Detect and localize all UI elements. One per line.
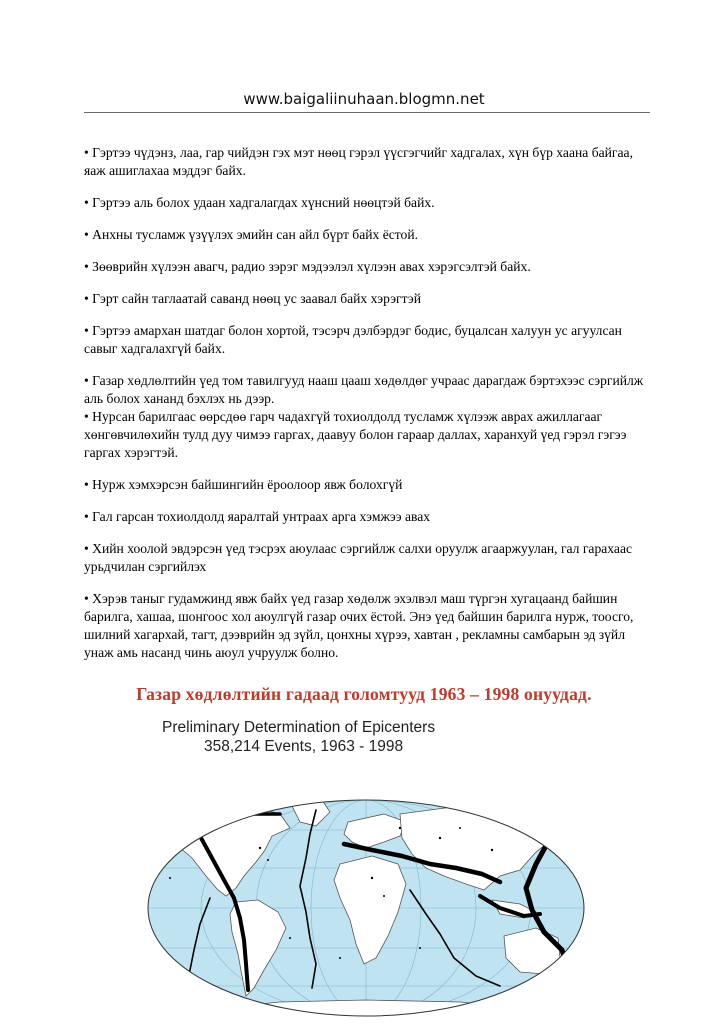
map-heading: [162, 718, 562, 756]
antarctica-landmass: [200, 1000, 540, 1018]
header-divider: [84, 112, 650, 113]
world-epicenter-map: [140, 718, 600, 1018]
paragraph-radio: • Зөөврийн хүлээн авагч, радио зэрэг мэдээлэл хүлээн авах хэрэгсэлтэй байх.: [84, 259, 531, 274]
paragraph-first-aid: • Анхны тусламж үзүүлэх эмийн сан айл бүрт байх ёстой.: [84, 227, 419, 242]
safety-instructions: [84, 144, 654, 676]
page-header-url: www.baigaliinuhaan.blogmn.net: [243, 90, 485, 108]
paragraph-hazardous-materials: • Гэртээ амархан шатдаг болон хортой, тэсэрч дэлбэрдэг бодис, буцалсан халуун ус агуулсан савыг хадгалахгүй байх.: [84, 323, 622, 356]
map-heading-line1: Preliminary Determination of Epicenters: [162, 719, 436, 736]
epicenter-map-figure: [140, 718, 600, 1018]
paragraph-collapsed-building: • Нурж хэмхэрсэн байшингийн ёроолоор явж болохгүй: [84, 477, 403, 492]
paragraph-rescue-signal: • Нурсан барилгаас өөрсдөө гарч чадахгүй тохиолдолд тусламж хүлээж аврах ажиллагааг хөнгөвчилөхийн тулд дуу чимээ гаргах, даавуу болон гараар даллах, харанхуй үед гэрэл гэгээ гаргах хэрэгтэй.: [84, 409, 627, 460]
map-heading-line2: 358,214 Events, 1963 - 1998: [204, 738, 404, 755]
paragraph-backup-light: • Гэртээ чүдэнз, лаа, гар чийдэн гэх мэт нөөц гэрэл үүсгэгчийг хадгалах, хүн бүр хаана байгаа, яаж ашиглахаа мэддэг байх.: [84, 145, 633, 178]
paragraph-gas-leak: • Хийн хоолой эвдэрсэн үед тэсрэх аюулаас сэргийлж салхи оруулж агааржуулан, гал гарахаас урьдчилан сэргийлэх: [84, 541, 633, 574]
paragraph-street-safety: • Хэрэв таныг гудамжинд явж байх үед газар хөдөлж эхэлвэл маш түргэн хугацаанд байшин барилга, хашаа, шонгоос хол аюулгүй газар очих ёстой. Энэ үед байшин барилга нурж, тоосго, шилний хагархай, тагт, дээврийн эд зүйл, цонхны хүрээ, хавтан , рекламны самбарын эд зүйл унаж амь насанд чинь аюул учруулж болно.: [84, 591, 634, 660]
paragraph-furniture: • Газар хөдлөлтийн үед том тавилгууд нааш цааш хөдөлдөг учраас дарагдаж бэртэхээс сэргийлж аль болох хананд бэхлэх нь дээр.: [84, 373, 644, 406]
paragraph-water-reserve: • Гэрт сайн таглаатай саванд нөөц ус заавал байх хэрэгтэй: [84, 291, 422, 306]
paragraph-fire: • Гал гарсан тохиолдолд яаралтай унтраах арга хэмжээ авах: [84, 509, 431, 524]
paragraph-food-reserve: • Гэртээ аль болох удаан хадгалагдах хүнсний нөөцтэй байх.: [84, 195, 435, 210]
map-caption-title: Газар хөдлөлтийн гадаад голомтууд 1963 – 1998 онуудад.: [136, 684, 592, 704]
